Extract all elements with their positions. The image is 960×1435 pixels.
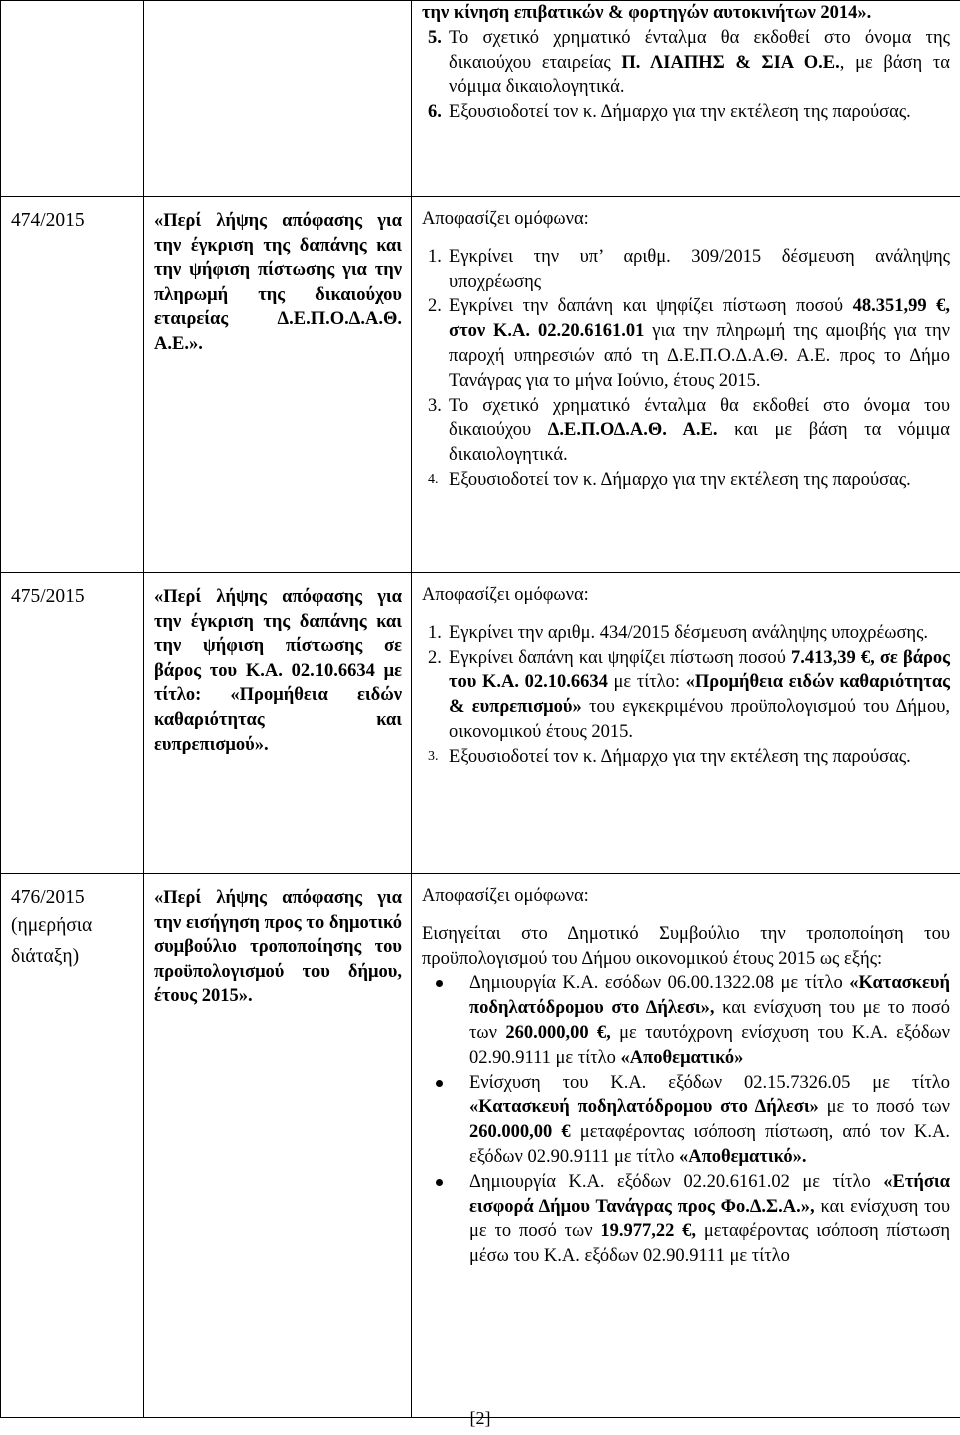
- decision-body-cell: [412, 1, 960, 197]
- list-item: Δημιουργία Κ.Α. εξόδων 02.20.6161.02 με τίτλο «Ετήσια εισφορά Δήμου Τανάγρας προς Φο.Δ.Σ.Α.», και ενίσχυση του με το ποσό των 19.977,22 €, μεταφέροντας ισόποση πίστωση μέσω του Κ.Α. εξόδων 02.90.9111 με τίτλο: [422, 1170, 950, 1269]
- decision-items: [422, 26, 950, 125]
- list-item: 1. Εγκρίνει την αριθμ. 434/2015 δέσμευση ανάληψης υποχρέωσης.: [428, 622, 929, 643]
- decision-number-note: (ημερήσια: [11, 915, 93, 936]
- decision-body-cell: [412, 197, 960, 573]
- decision-number-cell: [1, 874, 144, 1418]
- decision-number: 474/2015: [11, 210, 85, 231]
- continuation-lead: την κίνηση επιβατικών & φορτηγών αυτοκινήτων 2014».: [422, 3, 872, 23]
- decision-body-cell: [412, 573, 960, 874]
- decision-number: 475/2015: [11, 586, 85, 607]
- list-item: 3. Το σχετικό χρηματικό ένταλμα θα εκδοθεί στο όνομα του δικαιούχου Δ.Ε.Π.ΟΔ.Α.Θ. Α.Ε. και με βάση τα νόμιμα δικαιολογητικά.: [428, 395, 950, 466]
- decision-heading: Αποφασίζει ομόφωνα:: [422, 886, 589, 906]
- decision-subject: «Περί λήψης απόφασης για την έγκριση της δαπάνης και την ψήφιση πίστωσης για την πληρωμή της δικαιούχου εταιρείας Δ.Ε.Π.Ο.Δ.Α.Θ. Α.Ε.».: [154, 211, 402, 354]
- decision-number-cell: [1, 197, 144, 573]
- table-row: [1, 874, 960, 1418]
- decision-body-cell: [412, 874, 960, 1418]
- list-item: 1. Εγκρίνει την υπ’ αριθμ. 309/2015 δέσμευση ανάληψης υποχρέωσης: [428, 246, 950, 292]
- page-number: [2]: [469, 1408, 491, 1428]
- list-item: Ενίσχυση του Κ.Α. εξόδων 02.15.7326.05 με τίτλο «Κατασκευή ποδηλατόδρομου στο Δήλεσι» με το ποσό των 260.000,00 € μεταφέροντας ισόποση πίστωση, από τον Κ.Α. εξόδων 02.90.9111 με τίτλο «Αποθεματικό».: [422, 1071, 950, 1170]
- decision-heading: Αποφασίζει ομόφωνα:: [422, 585, 589, 605]
- decision-heading: Αποφασίζει ομόφωνα:: [422, 209, 589, 229]
- decision-subject-cell: [144, 197, 412, 573]
- decision-items: [422, 245, 950, 493]
- decision-number-cell: [1, 1, 144, 197]
- list-item: 5. Το σχετικό χρηματικό ένταλμα θα εκδοθεί στο όνομα της δικαιούχου εταιρείας Π. ΛΙΑΠΗΣ & ΣΙΑ Ο.Ε., με βάση τα νόμιμα δικαιολογητικά.: [428, 27, 950, 98]
- list-item: 2. Εγκρίνει δαπάνη και ψηφίζει πίστωση ποσού 7.413,39 €, σε βάρος του Κ.Α. 02.10.6634 με τίτλο: «Προμήθεια ειδών καθαριότητας & ευπρεπισμού» του εγκεκριμένου προϋπολογισμού του Δήμου, οικονομικού έτους 2015.: [428, 647, 950, 742]
- decision-items: [422, 621, 950, 770]
- table-row: [1, 573, 960, 874]
- decision-subject: «Περί λήψης απόφασης για την έγκριση της δαπάνης και την ψήφιση πίστωσης σε βάρος του Κ.Α. 02.10.6634 με τίτλο: «Προμήθεια ειδών καθαριότητας και ευπρεπισμού».: [154, 587, 402, 755]
- decision-subject-cell: [144, 1, 412, 197]
- list-item: 3. Εξουσιοδοτεί τον κ. Δήμαρχο για την εκτέλεση της παρούσας.: [428, 746, 911, 767]
- list-item: 2. Εγκρίνει την δαπάνη και ψηφίζει πίστωση ποσού 48.351,99 €, στον Κ.Α. 02.20.6161.01 για την πληρωμή της αμοιβής για την παροχή υπηρεσιών από τη Δ.Ε.Π.Ο.Δ.Α.Θ. Α.Ε. προς το Δήμο Τανάγρας για το μήνα Ιούνιο, έτους 2015.: [428, 296, 950, 391]
- decision-number: 476/2015: [11, 887, 85, 908]
- table-row: [1, 1, 960, 197]
- decision-subject-cell: [144, 874, 412, 1418]
- decision-subject-cell: [144, 573, 412, 874]
- decision-number-note: διάταξη): [11, 946, 80, 967]
- decision-number-cell: [1, 573, 144, 874]
- table-row: [1, 197, 960, 573]
- decision-intro: Εισηγείται στο Δημοτικό Συμβούλιο την τροποποίηση του προϋπολογισμού του Δήμου οικονομικού έτους 2015 ως εξής:: [422, 923, 950, 969]
- decision-bullets: [422, 971, 950, 1269]
- decision-subject: «Περί λήψης απόφασης για την εισήγηση προς το δημοτικό συμβούλιο τροποποίησης του προϋπολογισμού του δήμου, έτους 2015».: [154, 888, 402, 1007]
- list-item: 6. Εξουσιοδοτεί τον κ. Δήμαρχο για την εκτέλεση της παρούσας.: [428, 102, 911, 123]
- list-item: 4. Εξουσιοδοτεί τον κ. Δήμαρχο για την εκτέλεση της παρούσας.: [428, 469, 911, 490]
- list-item: Δημιουργία Κ.Α. εσόδων 06.00.1322.08 με τίτλο «Κατασκευή ποδηλατόδρομου στο Δήλεσι», και ενίσχυση του με το ποσό των 260.000,00 €, με ταυτόχρονη ενίσχυση του Κ.Α. εξόδων 02.90.9111 με τίτλο «Αποθεματικό»: [422, 971, 950, 1070]
